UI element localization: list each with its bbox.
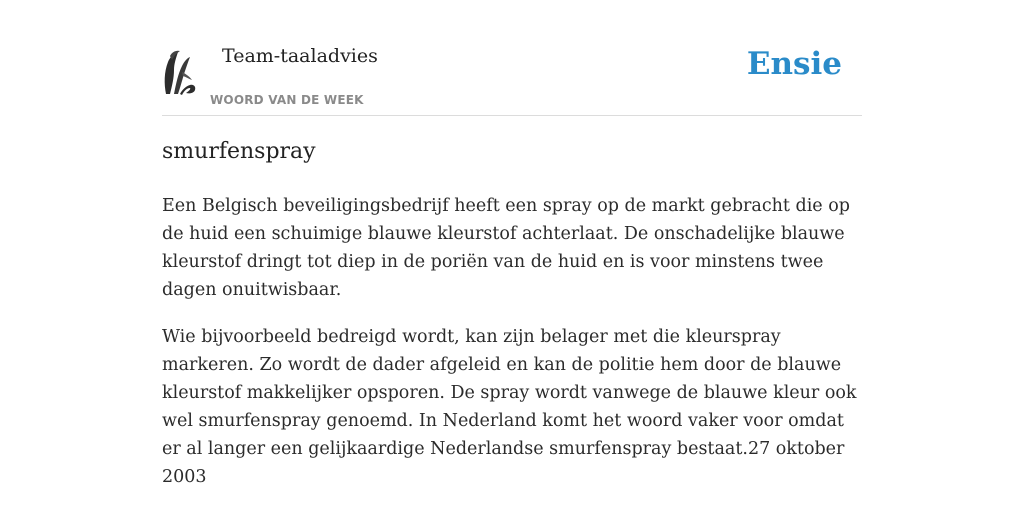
paragraph: Een Belgisch beveiligingsbedrijf heeft een spray op de markt gebracht die op de huid een schuimige blauwe kleurstof achterlaat. De onschadelijke blauwe kleurstof dringt tot diep in de poriën van de huid en is voor minstens twee dagen onuitwisbaar. bbox=[162, 196, 850, 300]
paragraph bbox=[162, 323, 862, 491]
brand-logo[interactable]: Ensie bbox=[746, 46, 842, 82]
stylized-lion-logo-icon bbox=[162, 48, 198, 96]
team-name: Team-taaladvies bbox=[222, 45, 378, 67]
card-header bbox=[162, 0, 862, 116]
word-title: smurfenspray bbox=[162, 139, 316, 164]
article-body bbox=[162, 192, 862, 510]
word-card bbox=[162, 0, 862, 512]
paragraph-text: Wie bijvoorbeeld bedreigd wordt, kan zijn belager met die kleurspray markeren. Zo wordt de dader afgeleid en kan de politie hem door de blauwe kleurstof makkelijker opsporen. De spray wordt vanwege de blauwe kleur ook wel smurfenspray genoemd. In Nederland komt het woord vaker voor omdat er al langer een gelijkaardige Nederlandse smurfenspray bestaat. bbox=[162, 327, 857, 459]
section-subtitle: WOORD VAN DE WEEK bbox=[210, 93, 364, 107]
publication-date: 27 oktober 2003 bbox=[162, 439, 845, 487]
